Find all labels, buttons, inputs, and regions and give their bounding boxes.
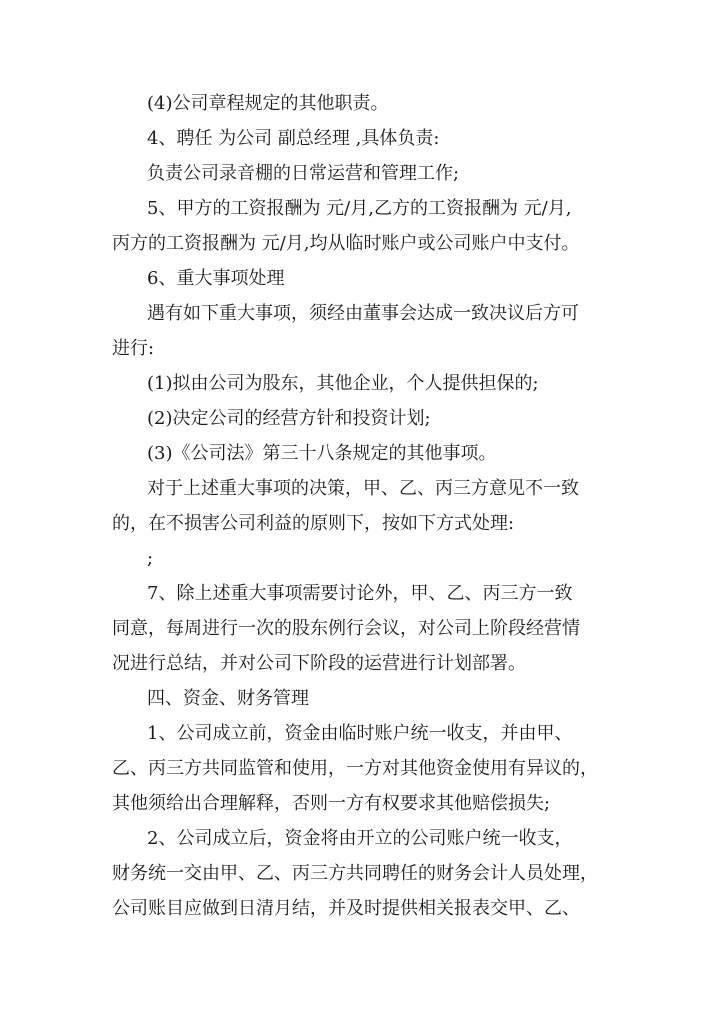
text-line: 4、聘任 为公司 副总经理 ,具体负责: (147, 128, 440, 149)
text-line: 公司账目应做到日清月结，并及时提供相关报表交甲、乙、 (112, 898, 580, 919)
list-item: (2)决定公司的经营方针和投资计划; (147, 408, 431, 429)
text-line: 1、公司成立前，资金由临时账户统一收支，并由甲、 (147, 723, 573, 744)
text-line: 其他须给出合理解释，否则一方有权要求其他赔偿损失; (112, 793, 551, 814)
text-line: 2、公司成立后，资金将由开立的公司账户统一收支， (147, 828, 573, 849)
text-line: 遇有如下重大事项，须经由董事会达成一致决议后方可 (147, 303, 579, 324)
text-line: 财务统一交由甲、乙、丙三方共同聘任的财务会计人员处理， (112, 863, 598, 884)
text-line: 况进行总结，并对公司下阶段的运营进行计划部署。 (112, 653, 526, 674)
text-line: (4)公司章程规定的其他职责。 (147, 93, 389, 114)
section-heading: 四、资金、财务管理 (147, 688, 309, 709)
text-line: 对于上述重大事项的决策，甲、乙、丙三方意见不一致 (147, 478, 579, 499)
text-line: 进行: (112, 338, 155, 359)
list-item: (3)《公司法》第三十八条规定的其他事项。 (147, 443, 497, 464)
section-heading: 6、重大事项处理 (147, 268, 285, 289)
text-line: 丙方的工资报酬为 元/月,均从临时账户或公司账户中支付。 (112, 233, 580, 254)
text-line: 的，在不损害公司利益的原则下，按如下方式处理: (112, 513, 515, 534)
text-line: 5、甲方的工资报酬为 元/月,乙方的工资报酬为 元/月, (147, 198, 572, 219)
text-line: 乙、丙三方共同监管和使用，一方对其他资金使用有异议的， (112, 758, 598, 779)
list-item: (1)拟由公司为股东，其他企业，个人提供担保的; (147, 373, 539, 394)
text-line: ; (147, 548, 154, 569)
text-line: 负责公司录音棚的日常运营和管理工作; (147, 163, 460, 184)
text-line: 同意，每周进行一次的股东例行会议，对公司上阶段经营情 (112, 618, 580, 639)
text-line: 7、除上述重大事项需要讨论外，甲、乙、丙三方一致 (147, 583, 573, 604)
